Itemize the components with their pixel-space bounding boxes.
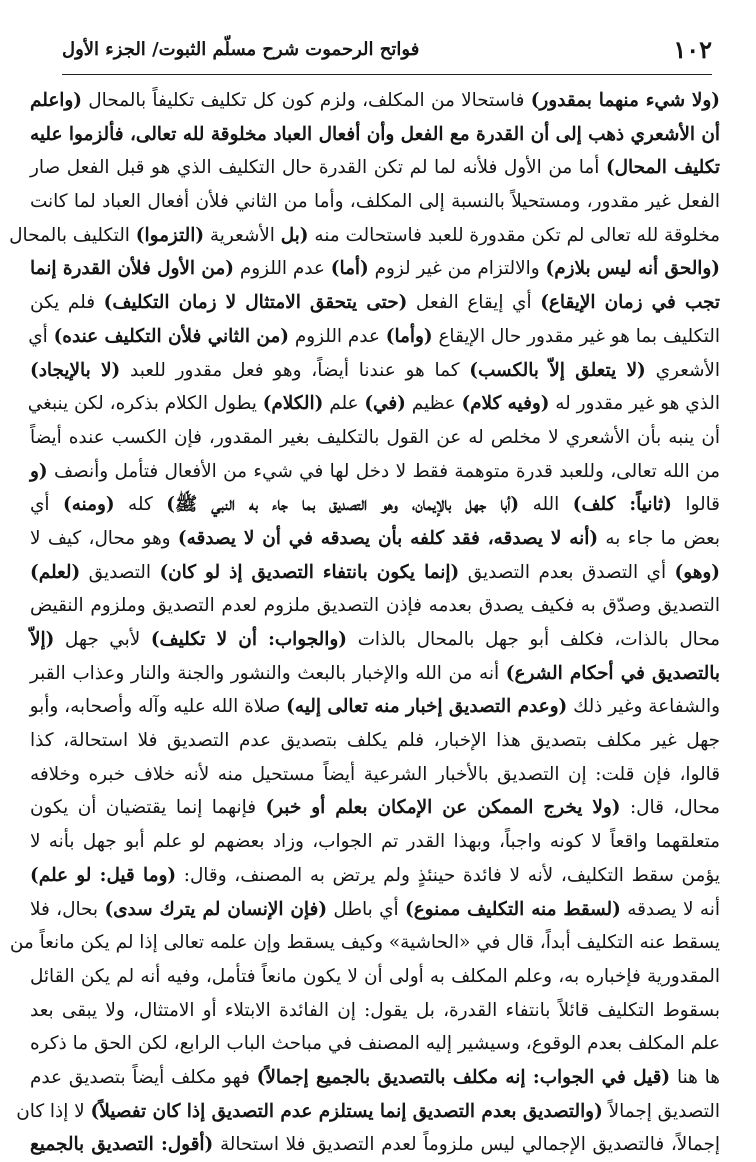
text-line xyxy=(30,690,720,724)
commentary-segment: يطول الكلام بذكره، لكن ينبغي xyxy=(27,393,263,415)
commentary-segment: يسقط عنه التكليف أبداً، قال في «الحاشية» وكيف يسقط وإن علمه تعالى إذا لم يكن مانعاً من xyxy=(9,932,720,954)
commentary-segment: التصديق إجمالاً xyxy=(602,1100,720,1122)
commentary-segment: عدم اللزوم xyxy=(233,258,331,280)
text-line xyxy=(30,151,720,185)
commentary-segment: عدم اللزوم xyxy=(288,325,386,347)
commentary-segment: فإنهما إنما يقتضيان أن يكون xyxy=(30,797,266,819)
commentary-segment: كما هو عندنا أيضاً، وهو فعل مقدور للعبد xyxy=(120,359,470,381)
commentary-segment: يؤمن سقط التكليف، لأنه لا فائدة حينئذٍ ولم يرتض به المصنف، وقال: xyxy=(176,864,720,886)
matn-segment: (في) xyxy=(364,393,406,415)
matn-segment: (وفيه كلام) xyxy=(461,393,550,415)
commentary-segment: أي xyxy=(30,494,63,516)
commentary-segment: قالوا، فإن قلت: إن التصديق بالأخبار الشرعية أيضاً مستحيل منه لأنه خلاف خبره وخلافه xyxy=(30,763,720,785)
text-line xyxy=(9,219,720,253)
matn-segment: (ثانياً: كلف) xyxy=(572,494,672,516)
commentary-segment: أي باطل xyxy=(327,898,405,920)
matn-segment: (والحق أنه ليس بلازم) xyxy=(545,258,720,280)
commentary-segment: الأشعري xyxy=(645,359,720,381)
text-line xyxy=(30,252,720,286)
matn-segment: (إلاّ xyxy=(30,629,55,650)
commentary-segment: من الله تعالى، وللعبد قدرة متوهمة فقط لا دخل لها في شيء من الأفعال فتأمل وأنصف xyxy=(47,460,720,482)
matn-segment: (لا يتعلق إلاّ بالكسب) xyxy=(469,359,646,381)
text-line xyxy=(30,623,720,657)
text-line xyxy=(30,893,720,927)
matn-segment: (من الثاني فلأن التكليف عنده) xyxy=(53,325,289,347)
commentary-segment: محال بالذات، فكلف أبو جهل بالمحال بالذات xyxy=(346,629,721,650)
commentary-segment: بعض ما جاء به xyxy=(598,527,720,549)
commentary-segment: أي التصدق بعدم التصديق xyxy=(459,561,675,583)
text-line xyxy=(30,455,720,489)
text-line xyxy=(30,1061,720,1095)
text-line xyxy=(30,758,720,792)
commentary-segment: بحال، فلا xyxy=(30,898,105,920)
commentary-segment: فاستحالا من المكلف، ولزم كون كل تكليف تكليفاً بالمحال xyxy=(82,90,531,111)
matn-segment: (و xyxy=(30,460,48,482)
text-line xyxy=(30,791,720,825)
matn-segment: (وما قيل: لو علم) xyxy=(30,864,177,886)
text-line xyxy=(30,488,720,522)
commentary-segment: الفعل غير مقدور، ومستحيلاً بالنسبة إلى المكلف، وأما من الثاني فلأن أفعال العباد لما كانت xyxy=(30,191,720,213)
commentary-segment: أنه من الله والإخبار بالبعث والنشور والجنة والنار وعذاب القبر xyxy=(30,662,506,684)
matn-segment: (حتى يتحقق الامتثال لا زمان التكليف) xyxy=(103,292,408,314)
text-line xyxy=(30,556,720,590)
text-line xyxy=(30,960,720,994)
commentary-segment: أن ينبه بأن الأشعري لا مخلص له عن القول بالتكليف بغير المقدور، فإن الكسب عنده أيضاً xyxy=(30,426,720,448)
commentary-segment: قالوا xyxy=(671,494,720,516)
matn-segment: (واعلم xyxy=(30,90,82,111)
running-title: فواتح الرحموت شرح مسلّم الثبوت/ الجزء الأول xyxy=(62,39,420,60)
commentary-segment: بسقوط التكليف قائلاً بانتفاء القدرة، بل يقول: إن الفائدة الابتلاء أو الامتثال، ولا يبقى بعد xyxy=(30,999,720,1021)
matn-segment: (وأما) xyxy=(385,325,433,347)
commentary-segment: أي xyxy=(28,325,54,347)
text-line xyxy=(30,825,720,859)
commentary-segment: التكليف بما هو غير مقدور حال الإيقاع xyxy=(432,325,720,347)
matn-segment: (قيل في الجواب: إنه مكلف بالتصديق بالجميع إجمالاً) xyxy=(256,1066,671,1088)
commentary-segment: والشفاعة وغير ذلك xyxy=(567,696,720,718)
text-line xyxy=(30,320,720,354)
matn-segment: تجب في زمان الإيقاع) xyxy=(540,292,721,314)
text-line xyxy=(30,994,720,1028)
matn-segment: (والتصديق بعدم التصديق إنما يستلزم عدم التصديق إذا كان تفصيلاً) xyxy=(90,1100,603,1122)
commentary-segment: ها هنا xyxy=(670,1066,720,1088)
text-line xyxy=(30,724,720,758)
matn-segment: (لسقط منه التكليف ممنوع) xyxy=(405,898,621,920)
text-line xyxy=(30,421,720,455)
text-line xyxy=(27,387,720,421)
text-line xyxy=(30,1027,720,1061)
commentary-segment: جهل غير مكلف بتصديق هذا الإخبار، فلم يكلف بتصديق عدم التصديق فلا استحالة، كذا xyxy=(30,730,720,752)
matn-segment: (ومنه) xyxy=(63,494,115,516)
matn-segment: (بل xyxy=(280,224,309,246)
matn-segment: (أبا جهل بالإيمان، وهو التصديق بما جاء به النبي ﷺ) xyxy=(166,494,520,516)
commentary-segment: عظيم xyxy=(405,393,462,415)
commentary-segment: التكليف بالمحال xyxy=(9,224,136,246)
matn-segment: (فإن الإنسان لم يترك سدى) xyxy=(104,898,328,920)
text-line xyxy=(30,522,720,556)
text-line xyxy=(30,84,720,118)
matn-segment: تكليف المحال) xyxy=(605,157,720,179)
commentary-segment: أي إيقاع الفعل xyxy=(407,292,541,314)
matn-segment: (وعدم التصديق إخبار منه تعالى إليه) xyxy=(286,696,568,718)
matn-segment: (إنما يكون بانتفاء التصديق إذ لو كان) xyxy=(159,561,460,583)
text-line xyxy=(30,185,720,219)
commentary-segment: علم xyxy=(323,393,365,415)
commentary-segment: التصديق وصدّق به فكيف يصدق بعدمه فإذن التصديق ملزوم لعدم التصديق وملزوم النقيض xyxy=(30,595,720,617)
commentary-segment: علم المكلف بعدم الوقوع، وسيشير إليه المصنف في مباحث الباب الرابع، لكن الحق ما ذكره xyxy=(30,1033,720,1055)
text-line xyxy=(9,926,720,960)
commentary-segment: فهو مكلف أيضاً بتصديق عدم xyxy=(30,1066,257,1088)
commentary-segment: الأشعرية xyxy=(204,224,281,246)
page-header xyxy=(62,32,712,68)
commentary-segment: محال، قال: xyxy=(620,797,720,819)
commentary-segment: لا إذا كان xyxy=(16,1100,91,1122)
matn-segment: (أقول: التصديق بالجميع xyxy=(30,1134,214,1156)
commentary-segment: فلم يكن xyxy=(30,292,104,314)
text-line xyxy=(30,118,720,152)
matn-segment: (لا بالإيجاد) xyxy=(30,359,121,381)
commentary-segment: مخلوقة لله تعالى لم تكن مقدورة للعبد فاستحالت منه xyxy=(308,224,720,246)
text-line xyxy=(30,657,720,691)
commentary-segment: كله xyxy=(114,494,167,516)
commentary-segment: إجمالاً، فالتصديق الإجمالي ليس ملزوماً لعدم التصديق فلا استحالة xyxy=(213,1134,720,1156)
body-text xyxy=(9,84,721,1156)
matn-segment: (الكلام) xyxy=(262,393,324,415)
text-line xyxy=(30,354,720,388)
page-number: ١٠٢ xyxy=(673,35,712,64)
commentary-segment: والالتزام من غير لزوم xyxy=(368,258,546,280)
commentary-segment: أما من الأول فلأنه لما لم تكن القدرة حال التكليف الذي هو قبل الفعل صار xyxy=(30,157,606,179)
commentary-segment: أنه لا يصدقه xyxy=(620,898,720,920)
commentary-segment: الذي هو غير مقدور له xyxy=(549,393,720,415)
text-line xyxy=(30,1128,720,1162)
text-line xyxy=(16,1095,720,1129)
matn-segment: (والجواب: أن لا تكليف) xyxy=(150,629,347,650)
matn-segment: (وهو) xyxy=(674,561,720,583)
commentary-segment: التصديق xyxy=(80,561,160,583)
matn-segment: (أما) xyxy=(330,258,369,280)
commentary-segment: الله xyxy=(519,494,573,516)
commentary-segment: صلاة الله عليه وآله وأصحابه، وأبو xyxy=(29,696,287,718)
commentary-segment: المقدورية فإخباره به، وعلم المكلف به أولى أن لا يكون مانعاً فتأمل، وفيه أنه لم يكن القائل xyxy=(30,965,720,987)
matn-segment: (ولا يخرج الممكن عن الإمكان بعلم أو خبر) xyxy=(265,797,621,819)
commentary-segment: وهو محال، كيف لا xyxy=(30,527,178,549)
header-rule xyxy=(62,74,712,75)
matn-segment: (من الأول فلأن القدرة إنما xyxy=(30,258,234,280)
text-line xyxy=(30,859,720,893)
commentary-segment: متعلقهما واقعاً لا كونه واجباً، وبهذا القدر تم الجواب، وزاد بعضهم لو علم أبو جهل بأنه لا xyxy=(30,831,720,853)
matn-segment: أن الأشعري ذهب إلى أن القدرة مع الفعل وأن أفعال العباد مخلوقة لله تعالى، فألزموا عليه xyxy=(30,123,720,145)
matn-segment: بالتصديق في أحكام الشرع) xyxy=(505,662,720,684)
matn-segment: (لعلم) xyxy=(30,561,81,583)
matn-segment: (التزموا) xyxy=(135,224,205,246)
text-line xyxy=(30,286,720,320)
commentary-segment: لأبي جهل xyxy=(54,629,151,650)
matn-segment: (أنه لا يصدقه، فقد كلفه بأن يصدقه في أن لا يصدقه) xyxy=(177,527,599,549)
text-line xyxy=(30,589,720,623)
matn-segment: (ولا شيء منهما بمقدور) xyxy=(530,90,720,111)
